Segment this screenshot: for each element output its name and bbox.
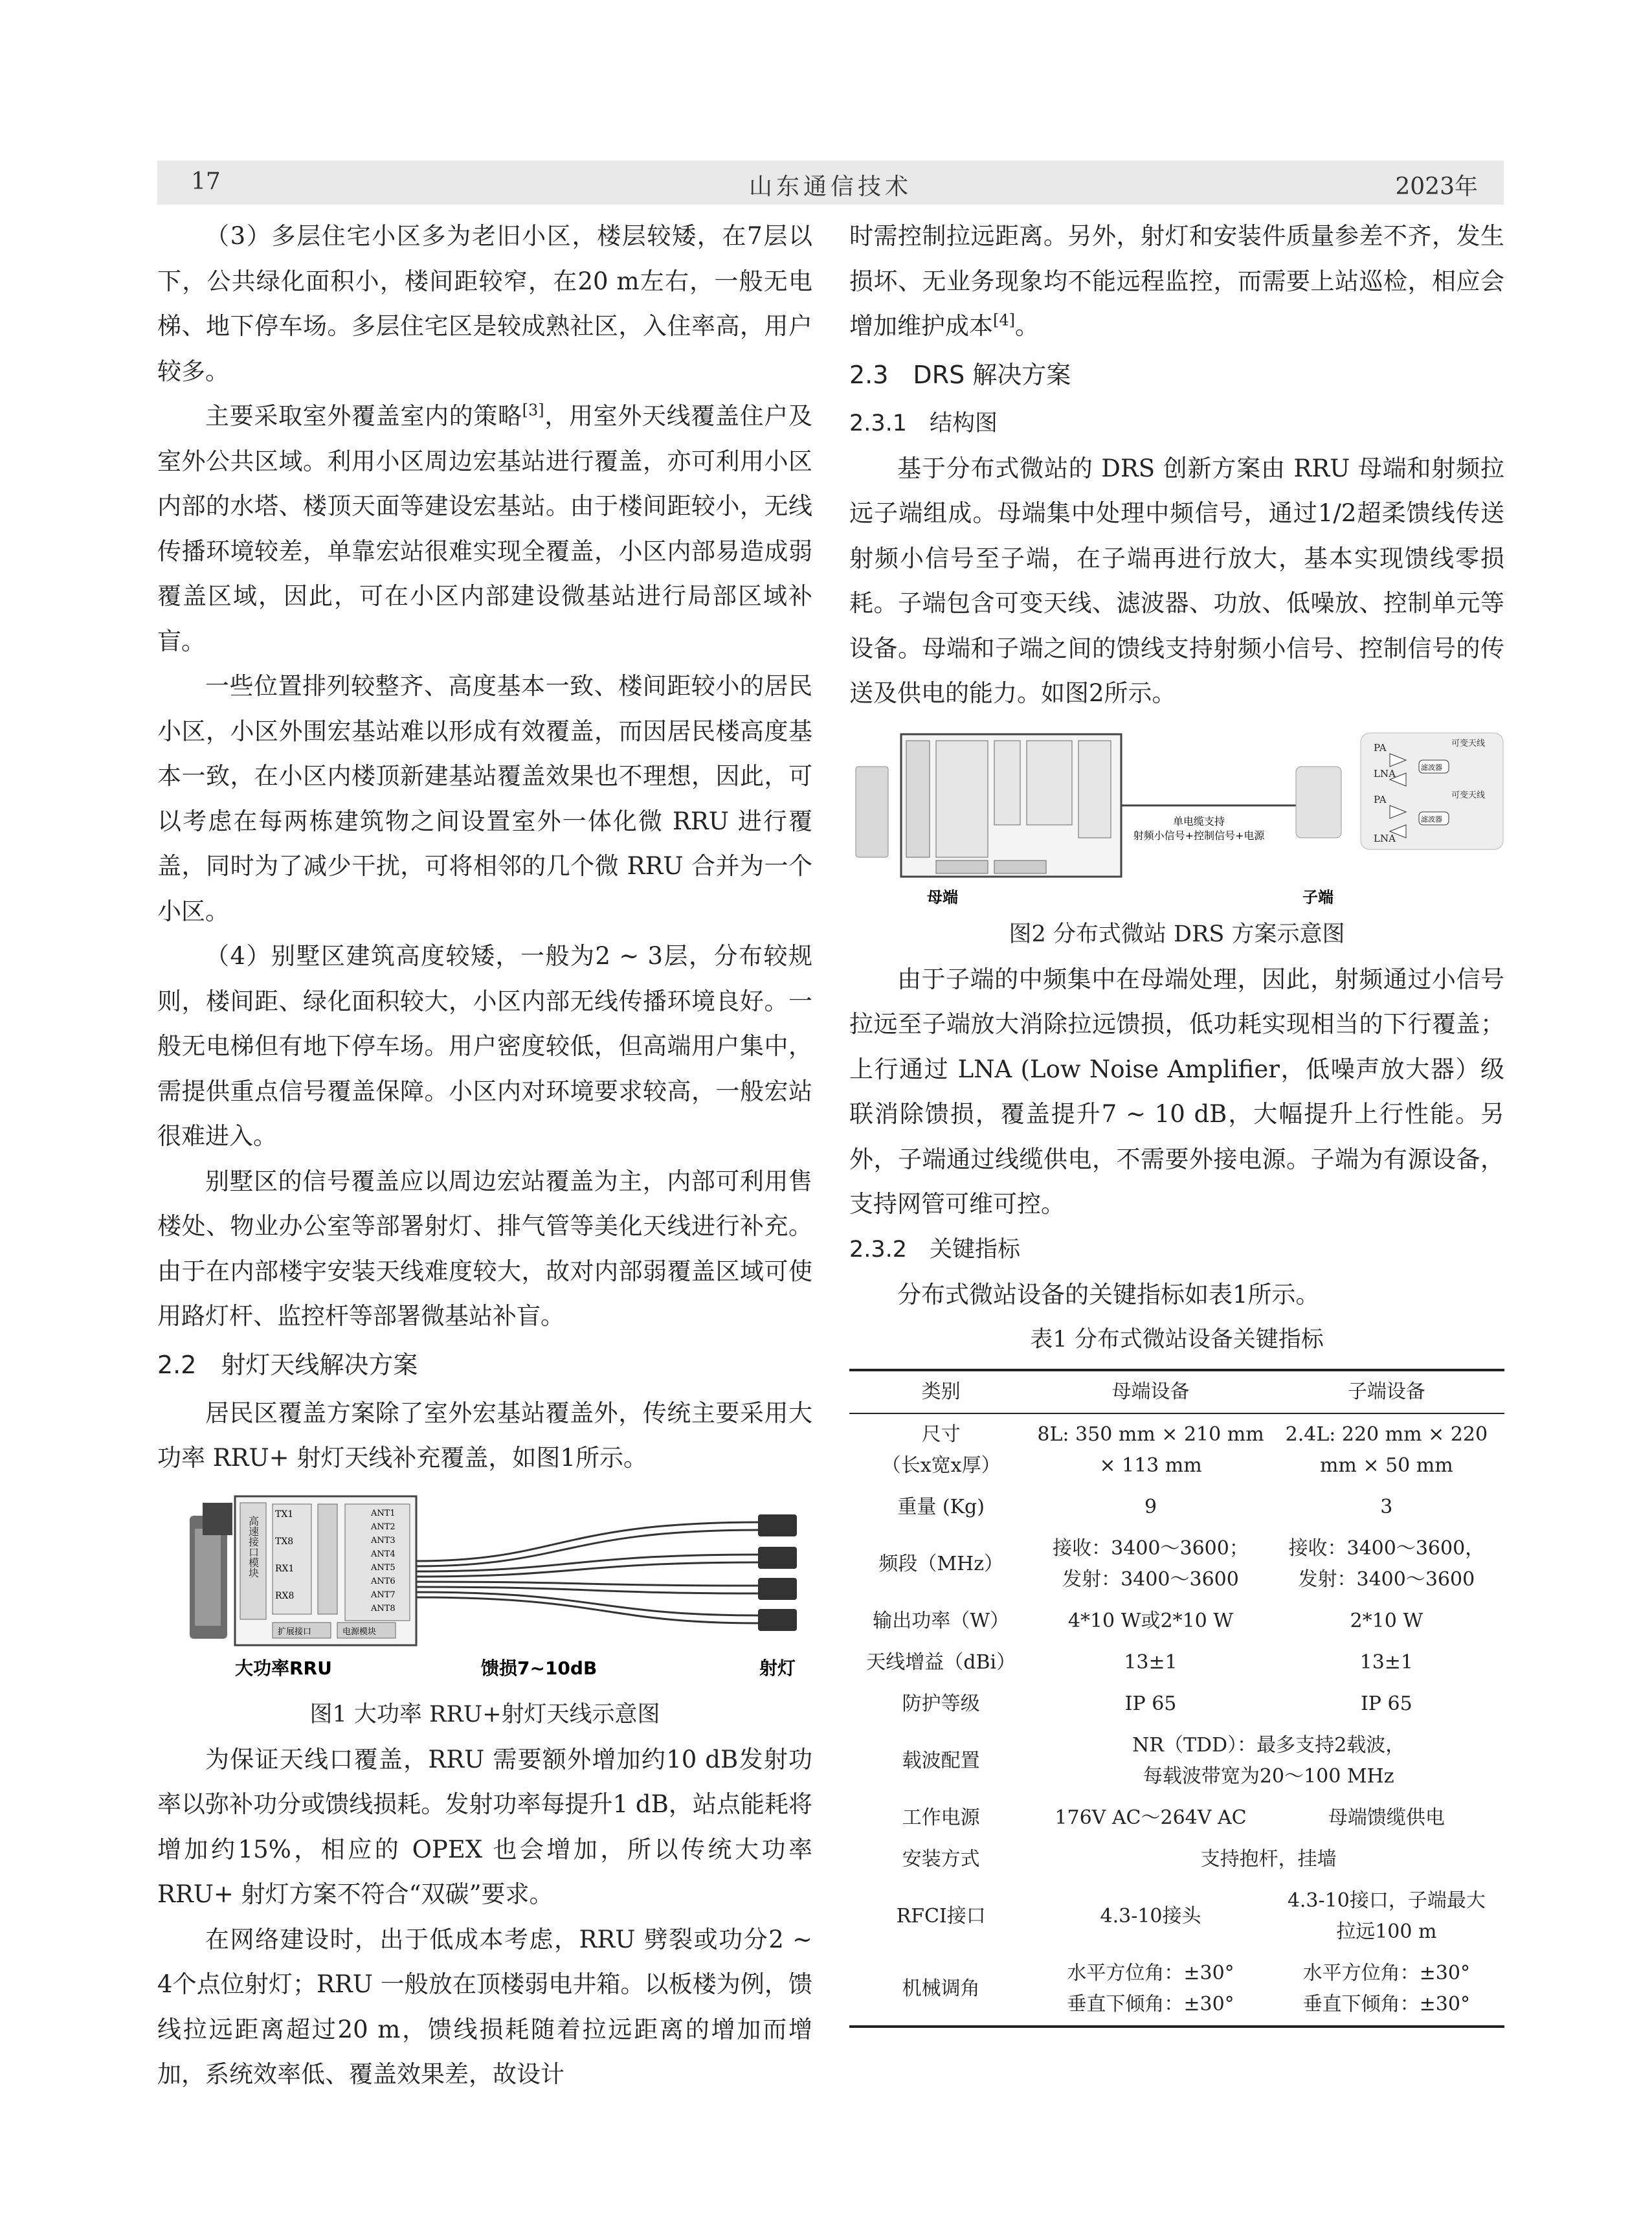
table-cell: 8L: 350 mm × 210 mm × 113 mm xyxy=(1037,1423,1264,1477)
svg-text:ANT2: ANT2 xyxy=(371,1522,396,1532)
page-header xyxy=(157,161,1504,205)
table-1-caption: 表1 分布式微站设备关键指标 xyxy=(1030,1327,1324,1353)
table-row xyxy=(849,1487,1504,1528)
svg-text:可变天线: 可变天线 xyxy=(1451,738,1486,748)
table-cell: 2*10 W xyxy=(1350,1610,1423,1632)
section-heading: 2.3 DRS 解决方案 xyxy=(849,360,1071,389)
table-cell: 水平方位角：±30° 垂直下倾角：±30° xyxy=(1067,1962,1234,2016)
table-cell: 9 xyxy=(1144,1496,1157,1518)
svg-text:TX8: TX8 xyxy=(275,1536,294,1547)
table-cell: 2.4L: 220 mm × 220 mm × 50 mm xyxy=(1285,1423,1488,1477)
citation[interactable]: [3] xyxy=(522,401,544,420)
section-heading: 2.2 射灯天线解决方案 xyxy=(157,1350,418,1379)
table-cell: 载波配置 xyxy=(902,1749,980,1772)
table-cell: 水平方位角：±30° 垂直下倾角：±30° xyxy=(1302,1962,1470,2016)
column-header: 母端设备 xyxy=(1111,1380,1190,1403)
svg-text:滤波器: 滤波器 xyxy=(1421,815,1442,824)
table-cell: 支持抱杆，挂墙 xyxy=(1200,1848,1337,1871)
svg-text:ANT7: ANT7 xyxy=(371,1590,396,1600)
label-lamp: 射灯 xyxy=(759,1657,796,1679)
left-column xyxy=(157,214,812,2097)
figure-1 xyxy=(157,1490,812,1684)
table-row xyxy=(849,1797,1504,1839)
table-row xyxy=(849,1528,1504,1601)
table-cell: 天线增益（dBi） xyxy=(866,1651,1016,1674)
interface-label: 高速接口模块 xyxy=(247,1515,260,1578)
paragraph: （3）多层住宅小区多为老旧小区，楼层较矮，在7层以下，公共绿化面积小，楼间距较窄，在20 m左右，一般无电梯、地下停车场。多层住宅区是较成熟社区，入住率高，用户较多。 xyxy=(157,222,812,385)
paragraph: 基于分布式微站的 DRS 创新方案由 RRU 母端和射频拉远子端组成。母端集中处理中频信号，通过1/2超柔馈线传送射频小信号至子端，在子端再进行放大，基本实现馈线零损耗。子端包含可变天线、滤波器、功放、低噪放、控制单元等设备。母端和子端之间的馈线支持射频小信号、控制信号的传送及供电的能力。如图2所示。 xyxy=(849,454,1504,707)
svg-text:ANT6: ANT6 xyxy=(371,1576,396,1586)
svg-text:ANT5: ANT5 xyxy=(371,1562,396,1573)
table-row xyxy=(849,1683,1504,1725)
svg-text:滤波器: 滤波器 xyxy=(1421,763,1442,772)
svg-text:RX1: RX1 xyxy=(275,1563,295,1574)
table-cell: IP 65 xyxy=(1360,1692,1412,1715)
label-rru: 大功率RRU xyxy=(235,1657,332,1679)
feeder-lines xyxy=(416,1522,759,1623)
table-cell: 工作电源 xyxy=(902,1806,980,1829)
cable-note: 射频小信号+控制信号+电源 xyxy=(1133,829,1265,842)
table-row xyxy=(849,1953,1504,2027)
column-header: 类别 xyxy=(921,1380,961,1403)
table-header-row xyxy=(849,1370,1504,1413)
figure-2-caption: 图2 分布式微站 DRS 方案示意图 xyxy=(1009,921,1345,947)
table-cell: 安装方式 xyxy=(902,1848,980,1871)
ant-ports xyxy=(345,1504,410,1621)
table-cell: RFCI接口 xyxy=(896,1905,986,1928)
table-cell: 13±1 xyxy=(1124,1651,1178,1674)
figure-2 xyxy=(849,728,1504,909)
svg-text:PA: PA xyxy=(1374,793,1387,805)
table-cell: 13±1 xyxy=(1359,1651,1414,1674)
paragraph: 别墅区的信号覆盖应以周边宏站覆盖为主，内部可利用售楼处、物业办公室等部署射灯、排气管等美化天线进行补充。由于在内部楼宇安装天线难度较大，故对内部弱覆盖区域可使用路灯杆、监控杆等部署微基站补盲。 xyxy=(157,1167,812,1330)
table-row xyxy=(849,1601,1504,1642)
svg-text:ANT4: ANT4 xyxy=(371,1549,396,1559)
table-cell: 输出功率（W） xyxy=(873,1610,1010,1632)
svg-text:TX1: TX1 xyxy=(275,1509,294,1520)
figure-1-caption: 图1 大功率 RRU+射灯天线示意图 xyxy=(309,1701,660,1727)
table-cell: 机械调角 xyxy=(902,1977,980,2000)
svg-text:LNA: LNA xyxy=(1374,767,1396,780)
right-column xyxy=(849,214,1504,2028)
subsection-heading: 2.3.2 关键指标 xyxy=(849,1236,1021,1263)
svg-text:LNA: LNA xyxy=(1374,832,1396,844)
svg-text:PA: PA xyxy=(1374,741,1387,754)
table-cell: 4.3-10接口，子端最大 拉远100 m xyxy=(1287,1889,1486,1943)
table-cell: 尺寸 （长x宽x厚） xyxy=(881,1423,1001,1477)
column-header: 子端设备 xyxy=(1347,1380,1425,1403)
svg-text:扩展接口: 扩展接口 xyxy=(278,1626,312,1637)
table-row xyxy=(849,1839,1504,1880)
paragraph: 为保证天线口覆盖，RRU 需要额外增加约10 dB发射功率以弥补功分或馈线损耗。发射功率每提升1 dB，站点能耗将增加约15%，相应的 OPEX 也会增加，所以传统大功率 RRU+ 射灯方案不符合“双碳”要求。 xyxy=(157,1745,812,1908)
master-device-image xyxy=(856,767,888,857)
svg-text:电源模块: 电源模块 xyxy=(342,1626,377,1637)
label-master: 母端 xyxy=(927,888,958,906)
table-cell: 频段（MHz） xyxy=(878,1553,1004,1575)
figure-2-diagram xyxy=(849,728,1504,909)
citation[interactable]: [4] xyxy=(993,311,1015,330)
table-cell: 4*10 W或2*10 W xyxy=(1067,1610,1234,1632)
slave-device-image xyxy=(1296,767,1341,838)
label-slave: 子端 xyxy=(1302,888,1334,906)
table-1 xyxy=(849,1369,1504,2028)
paragraph: 主要采取室外覆盖室内的策略[3]，用室外天线覆盖住户及室外公共区域。利用小区周边宏基站进行覆盖，亦可利用小区内部的水塔、楼顶天面等建设宏基站。由于楼间距较小，无线传播环境较差，单靠宏站很难实现全覆盖，小区内部易造成弱覆盖区域，因此，可在小区内部建设微基站进行局部区域补盲。 xyxy=(157,401,813,655)
table-cell: NR（TDD）：最多支持2载波， 每载波带宽为20～100 MHz xyxy=(1132,1734,1405,1788)
table-row xyxy=(849,1642,1504,1683)
table-row xyxy=(849,1725,1504,1797)
paragraph: 时需控制拉远距离。另外，射灯和安装件质量参差不齐，发生损坏、无业务现象均不能远程监控，而需要上站巡检，相应会增加维护成本[4]。 xyxy=(849,222,1504,340)
year: 2023年 xyxy=(1395,174,1478,200)
table-cell: 接收：3400～3600； 发射：3400～3600 xyxy=(1053,1537,1249,1591)
table-cell: 防护等级 xyxy=(902,1692,980,1715)
page-number: 17 xyxy=(191,168,221,195)
svg-text:ANT8: ANT8 xyxy=(371,1603,396,1613)
table-row xyxy=(849,1413,1504,1487)
table-cell: 接收：3400～3600， 发射：3400～3600 xyxy=(1288,1537,1485,1591)
paragraph: 一些位置排列较整齐、高度基本一致、楼间距较小的居民小区，小区外围宏基站难以形成有效覆盖，而因居民楼高度基本一致，在小区内楼顶新建基站覆盖效果也不理想，因此，可以考虑在每两栋建筑物之间设置室外一体化微 RRU 进行覆盖，同时为了减少干扰，可将相邻的几个微 RRU 合并为一个小区。 xyxy=(157,672,812,925)
table-cell: 176V AC～264V AC xyxy=(1055,1806,1247,1829)
paragraph: 由于子端的中频集中在母端处理，因此，射频通过小信号拉远至子端放大消除拉远馈损，低功耗实现相当的下行覆盖；上行通过 LNA (Low Noise Amplifier，低噪声放大器）级联消除馈损，覆盖提升7 ~ 10 dB，大幅提升上行性能。另外，子端通过线缆供电，不需要外接电源。子端为有源设备，支持网管可维可控。 xyxy=(849,965,1504,1218)
svg-text:可变天线: 可变天线 xyxy=(1451,790,1486,800)
paragraph: 分布式微站设备的关键指标如表1所示。 xyxy=(897,1280,1320,1309)
svg-text:ANT1: ANT1 xyxy=(371,1508,396,1518)
journal-name: 山东通信技术 xyxy=(748,174,912,200)
label-loss: 馈损7~10dB xyxy=(481,1657,597,1679)
table-cell: 母端馈缆供电 xyxy=(1328,1806,1445,1829)
table-row xyxy=(849,1880,1504,1953)
subsection-heading: 2.3.1 结构图 xyxy=(849,410,998,436)
paragraph: 居民区覆盖方案除了室外宏基站覆盖外，传统主要采用大功率 RRU+ 射灯天线补充覆盖，如图1所示。 xyxy=(157,1399,812,1472)
svg-text:ANT3: ANT3 xyxy=(371,1535,396,1546)
table-cell: 3 xyxy=(1380,1496,1393,1518)
figure-1-diagram xyxy=(157,1490,812,1684)
cable-note: 单电缆支持 xyxy=(1172,815,1225,827)
table-cell: 重量 (Kg) xyxy=(897,1496,985,1518)
spotlight-icons xyxy=(758,1514,797,1631)
tx-ports xyxy=(273,1504,311,1614)
svg-text:RX8: RX8 xyxy=(275,1590,295,1601)
table-cell: IP 65 xyxy=(1124,1692,1177,1715)
paragraph: 在网络建设时，出于低成本考虑，RRU 劈裂或功分2 ~ 4个点位射灯；RRU 一般放在顶楼弱电井箱。以板楼为例，馈线拉远距离超过20 m，馈线损耗随着拉远距离的增加而增加，系统效率低、覆盖效果差，故设计 xyxy=(157,1925,812,2088)
paragraph: （4）别墅区建筑高度较矮，一般为2 ~ 3层，分布较规则，楼间距、绿化面积较大，小区内部无线传播环境良好。一般无电梯但有地下停车场。用户密度较低，但高端用户集中，需提供重点信号覆盖保障。小区内对环境要求较高，一般宏站很难进入。 xyxy=(157,942,812,1150)
table-cell: 4.3-10接头 xyxy=(1100,1905,1201,1928)
